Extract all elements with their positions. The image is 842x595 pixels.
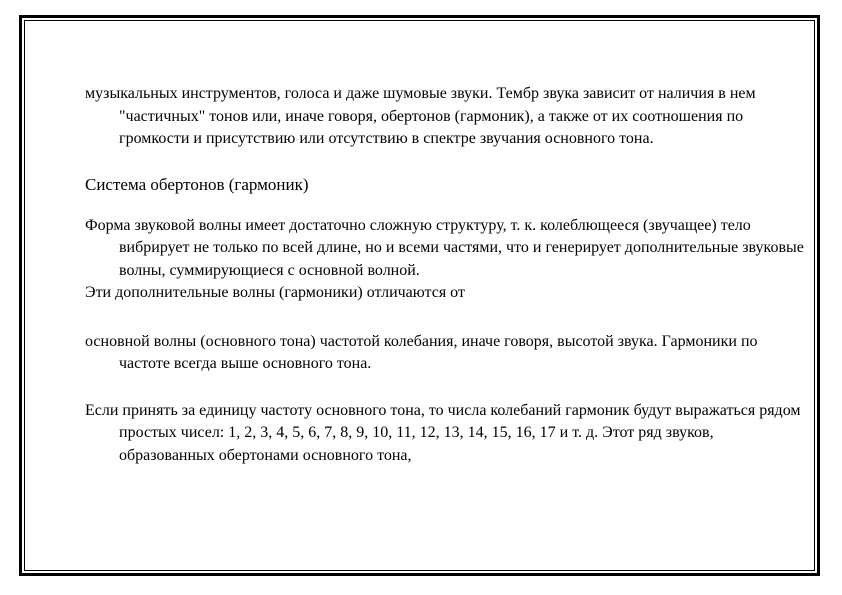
paragraph-timbre: музыкальных инструментов, голоса и даже шумовые звуки. Тембр звука зависит от наличия в нем "частичных" тонов или, иначе говоря, обертонов (гармоник), а также от их соотношения по громкости и присутствию или отсутствию в спектре звучания основного тона. <box>85 85 756 147</box>
paragraph-waveform: Форма звуковой волны имеет достаточно сложную структуру, т. к. колеблющееся (звучащее) тело вибрирует не только по всей длине, но и всеми частями, что и генерирует дополнительные звуковые волны, суммирующиеся с основной волной. <box>85 216 804 279</box>
section-heading: Система обертонов (гармоник) <box>85 174 309 194</box>
document-body <box>85 83 805 467</box>
paragraph-fundamental: основной волны (основного тона) частотой колебания, иначе говоря, высотой звука. Гармоники по частоте всегда выше основного тона. <box>85 332 758 372</box>
paragraph-series: Если принять за единицу частоту основного тона, то числа колебаний гармоник будут выражаться рядом простых чисел: 1, 2, 3, 4, 5, 6, 7, 8, 9, 10, 11, 12, 13, 14, 15, 16, 17 и т. д. Этот ряд звуков, образованных обертонами основного тона, <box>85 401 801 464</box>
paragraph-harmonics-intro: Эти дополнительные волны (гармоники) отличаются от <box>85 284 465 301</box>
